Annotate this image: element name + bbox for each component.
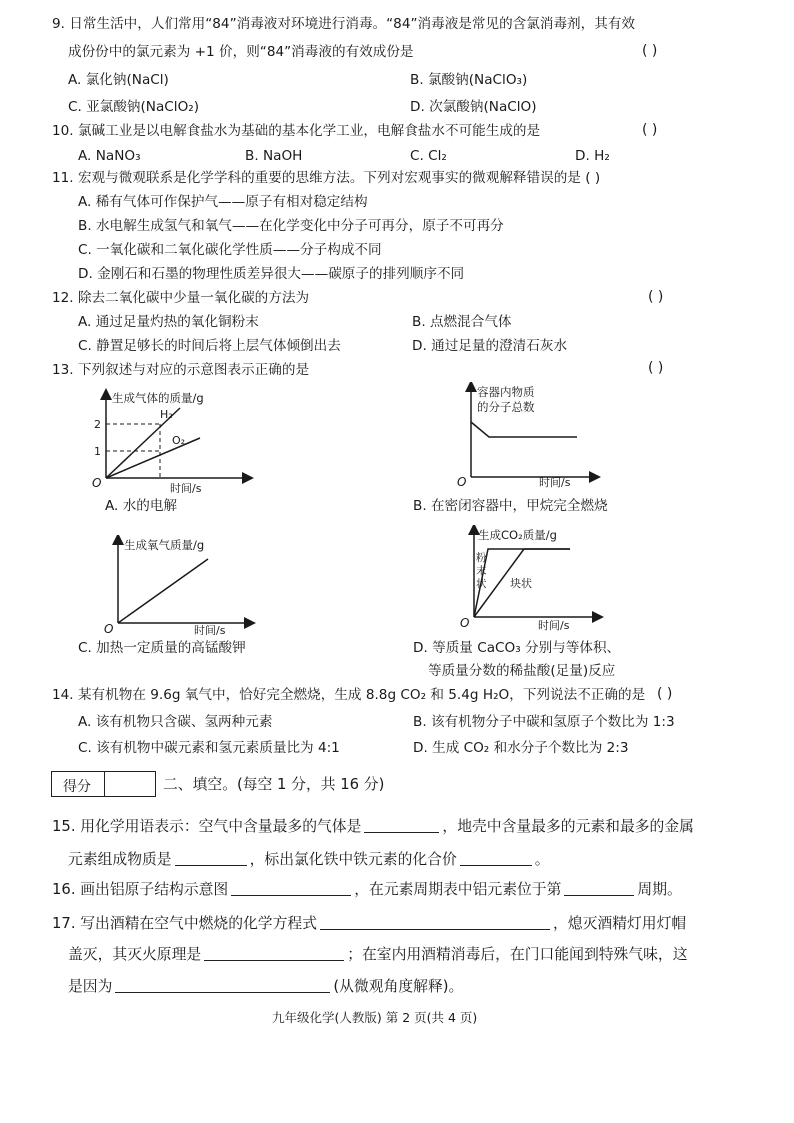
score-input-cell[interactable] [104, 771, 156, 797]
q14-option-d: D. 生成 CO₂ 和水分子个数比为 2:3 [413, 740, 629, 756]
q15-text-1: 15. 用化学用语表示：空气中含量最多的气体是 [52, 818, 362, 835]
graph-a-xlabel: 时间/s [170, 482, 202, 493]
graph-d-powder-2: 末 [476, 565, 487, 577]
q10-option-a: A. NaNO₃ [78, 148, 141, 164]
q12-answer-bracket: ( ) [648, 289, 664, 305]
q15-text-3: 元素组成物质是 [68, 851, 172, 868]
q17-text-2: ，熄灭酒精灯用灯帽 [553, 915, 687, 932]
q12-stem: 12. 除去二氧化碳中少量一氧化碳的方法为 [52, 290, 310, 306]
q9-option-c: C. 亚氯酸钠(NaClO₂) [68, 99, 200, 115]
q16-blank-2[interactable] [564, 881, 634, 896]
graph-d-caption-1: D. 等质量 CaCO₃ 分别与等体积、 [413, 640, 621, 656]
q17-text-6: (从微观角度解释)。 [333, 978, 464, 995]
q17-text-5: 是因为 [68, 978, 113, 995]
q15-text-5: 。 [534, 851, 550, 868]
graph-d-xlabel: 时间/s [538, 619, 570, 632]
graph-b-origin: O [457, 475, 467, 488]
q15-blank-3[interactable] [460, 851, 532, 866]
q15-blank-2[interactable] [175, 851, 247, 866]
q16-line [52, 881, 682, 899]
graph-a-label-h2: H₂ [160, 408, 173, 421]
score-label: 得分 [63, 779, 91, 795]
graph-d-powder-1: 粉 [476, 552, 487, 564]
graph-d-lump-label: 块状 [510, 577, 532, 590]
q9-option-d: D. 次氯酸钠(NaClO) [410, 99, 537, 115]
score-label-cell [51, 771, 105, 797]
graph-a-ylabel: 生成气体的质量/g [112, 391, 204, 405]
graph-c-ylabel: 生成氧气质量/g [124, 538, 205, 552]
graph-b-caption: B. 在密闭容器中，甲烷完全燃烧 [413, 498, 608, 514]
q10-option-b: B. NaOH [245, 148, 303, 164]
graph-a-caption: A. 水的电解 [105, 498, 178, 514]
q15-blank-1[interactable] [364, 818, 439, 833]
q16-text-3: 周期。 [637, 881, 682, 898]
q17-blank-1[interactable] [320, 915, 550, 930]
graph-d-ylabel: 生成CO₂质量/g [478, 528, 557, 542]
q9-stem-line2: 成份份中的氯元素为 +1 价，则“84”消毒液的有效成份是 [68, 44, 414, 60]
q16-text-1: 16. 画出铝原子结构示意图 [52, 881, 229, 898]
q14-stem: 14. 某有机物在 9.6g 氧气中，恰好完全燃烧，生成 8.8g CO₂ 和 5.4g H₂O，下列说法不正确的是 [52, 687, 646, 703]
graph-b-curve [471, 422, 577, 437]
graph-c-line [118, 559, 208, 623]
graph-d-origin: O [460, 616, 470, 630]
q12-option-b: B. 点燃混合气体 [412, 314, 512, 330]
q11-option-b: B. 水电解生成氢气和氧气——在化学变化中分子可再分，原子不可再分 [78, 218, 504, 234]
q13-answer-bracket: ( ) [648, 360, 664, 376]
graph-b-xlabel: 时间/s [539, 476, 571, 488]
q17-line3 [68, 978, 463, 996]
q17-blank-2[interactable] [204, 946, 344, 961]
q10-option-c: C. Cl₂ [410, 148, 447, 164]
section2-title: 二、填空。(每空 1 分，共 16 分) [163, 776, 385, 793]
q17-line1 [52, 915, 686, 933]
graph-c-caption: C. 加热一定质量的高锰酸钾 [78, 640, 246, 656]
graph-a [88, 388, 258, 497]
graph-c [100, 535, 260, 639]
q15-line2 [68, 851, 550, 869]
q9-option-b: B. 氯酸钠(NaClO₃) [410, 72, 528, 88]
graph-c-origin: O [104, 622, 114, 635]
q15-line1 [52, 818, 694, 836]
q10-answer-bracket: ( ) [642, 122, 658, 138]
q15-text-4: ，标出氯化铁中铁元素的化合价 [249, 851, 457, 868]
q14-answer-bracket: ( ) [657, 686, 673, 702]
graph-a-tick-1: 1 [94, 445, 101, 458]
q16-text-2: ，在元素周期表中铝元素位于第 [354, 881, 562, 898]
graph-d-powder-3: 状 [476, 578, 487, 590]
q9-answer-bracket: ( ) [642, 43, 658, 59]
q10-option-d: D. H₂ [575, 148, 610, 164]
q11-stem: 11. 宏观与微观联系是化学学科的重要的思维方法。下列对宏观事实的微观解释错误的是 ( ) [52, 170, 601, 186]
q9-option-a: A. 氯化钠(NaCl) [68, 72, 169, 88]
q12-option-d: D. 通过足量的澄清石灰水 [412, 338, 568, 354]
q12-option-a: A. 通过足量灼热的氧化铜粉末 [78, 314, 259, 330]
graph-a-label-o2: O₂ [172, 434, 186, 447]
q11-option-d: D. 金刚石和石墨的物理性质差异很大——碳原子的排列顺序不同 [78, 266, 465, 282]
graph-a-origin: O [92, 476, 102, 490]
page-footer: 九年级化学(人教版) 第 2 页(共 4 页) [272, 1010, 478, 1025]
q17-text-4: ；在室内用酒精消毒后，在门口能闻到特殊气味，这 [347, 946, 688, 963]
q10-stem: 10. 氯碱工业是以电解食盐水为基础的基本化学工业，电解食盐水不可能生成的是 [52, 123, 541, 139]
q12-option-c: C. 静置足够长的时间后将上层气体倾倒出去 [78, 338, 341, 354]
q14-option-b: B. 该有机物分子中碳和氢原子个数比为 1:3 [413, 714, 675, 730]
q11-option-a: A. 稀有气体可作保护气——原子有相对稳定结构 [78, 194, 368, 210]
graph-b-ylabel-2: 的分子总数 [477, 400, 535, 414]
q13-stem: 13. 下列叙述与对应的示意图表示正确的是 [52, 362, 310, 378]
q17-blank-3[interactable] [115, 978, 330, 993]
graph-a-o2-line [106, 438, 200, 478]
q16-blank-1[interactable] [231, 881, 351, 896]
graph-d-caption-2: 等质量分数的稀盐酸(足量)反应 [428, 663, 616, 679]
graph-b-ylabel-1: 容器内物质 [477, 385, 535, 399]
graph-d [458, 525, 608, 639]
graph-c-xlabel: 时间/s [194, 624, 226, 635]
q15-text-2: ，地壳中含量最多的元素和最多的金属 [442, 818, 694, 835]
q14-option-a: A. 该有机物只含碳、氢两种元素 [78, 714, 273, 730]
q9-stem-line1: 9. 日常生活中，人们常用“84”消毒液对环境进行消毒。“84”消毒液是常见的含氯消毒剂，其有效 [52, 16, 636, 32]
graph-a-tick-2: 2 [94, 418, 101, 431]
graph-b [455, 382, 605, 492]
q14-option-c: C. 该有机物中碳元素和氢元素质量比为 4:1 [78, 740, 340, 756]
q17-text-1: 17. 写出酒精在空气中燃烧的化学方程式 [52, 915, 317, 932]
q11-option-c: C. 一氧化碳和二氧化碳化学性质——分子构成不同 [78, 242, 382, 258]
q17-text-3: 盖灭，其灭火原理是 [68, 946, 202, 963]
q17-line2 [68, 946, 688, 964]
